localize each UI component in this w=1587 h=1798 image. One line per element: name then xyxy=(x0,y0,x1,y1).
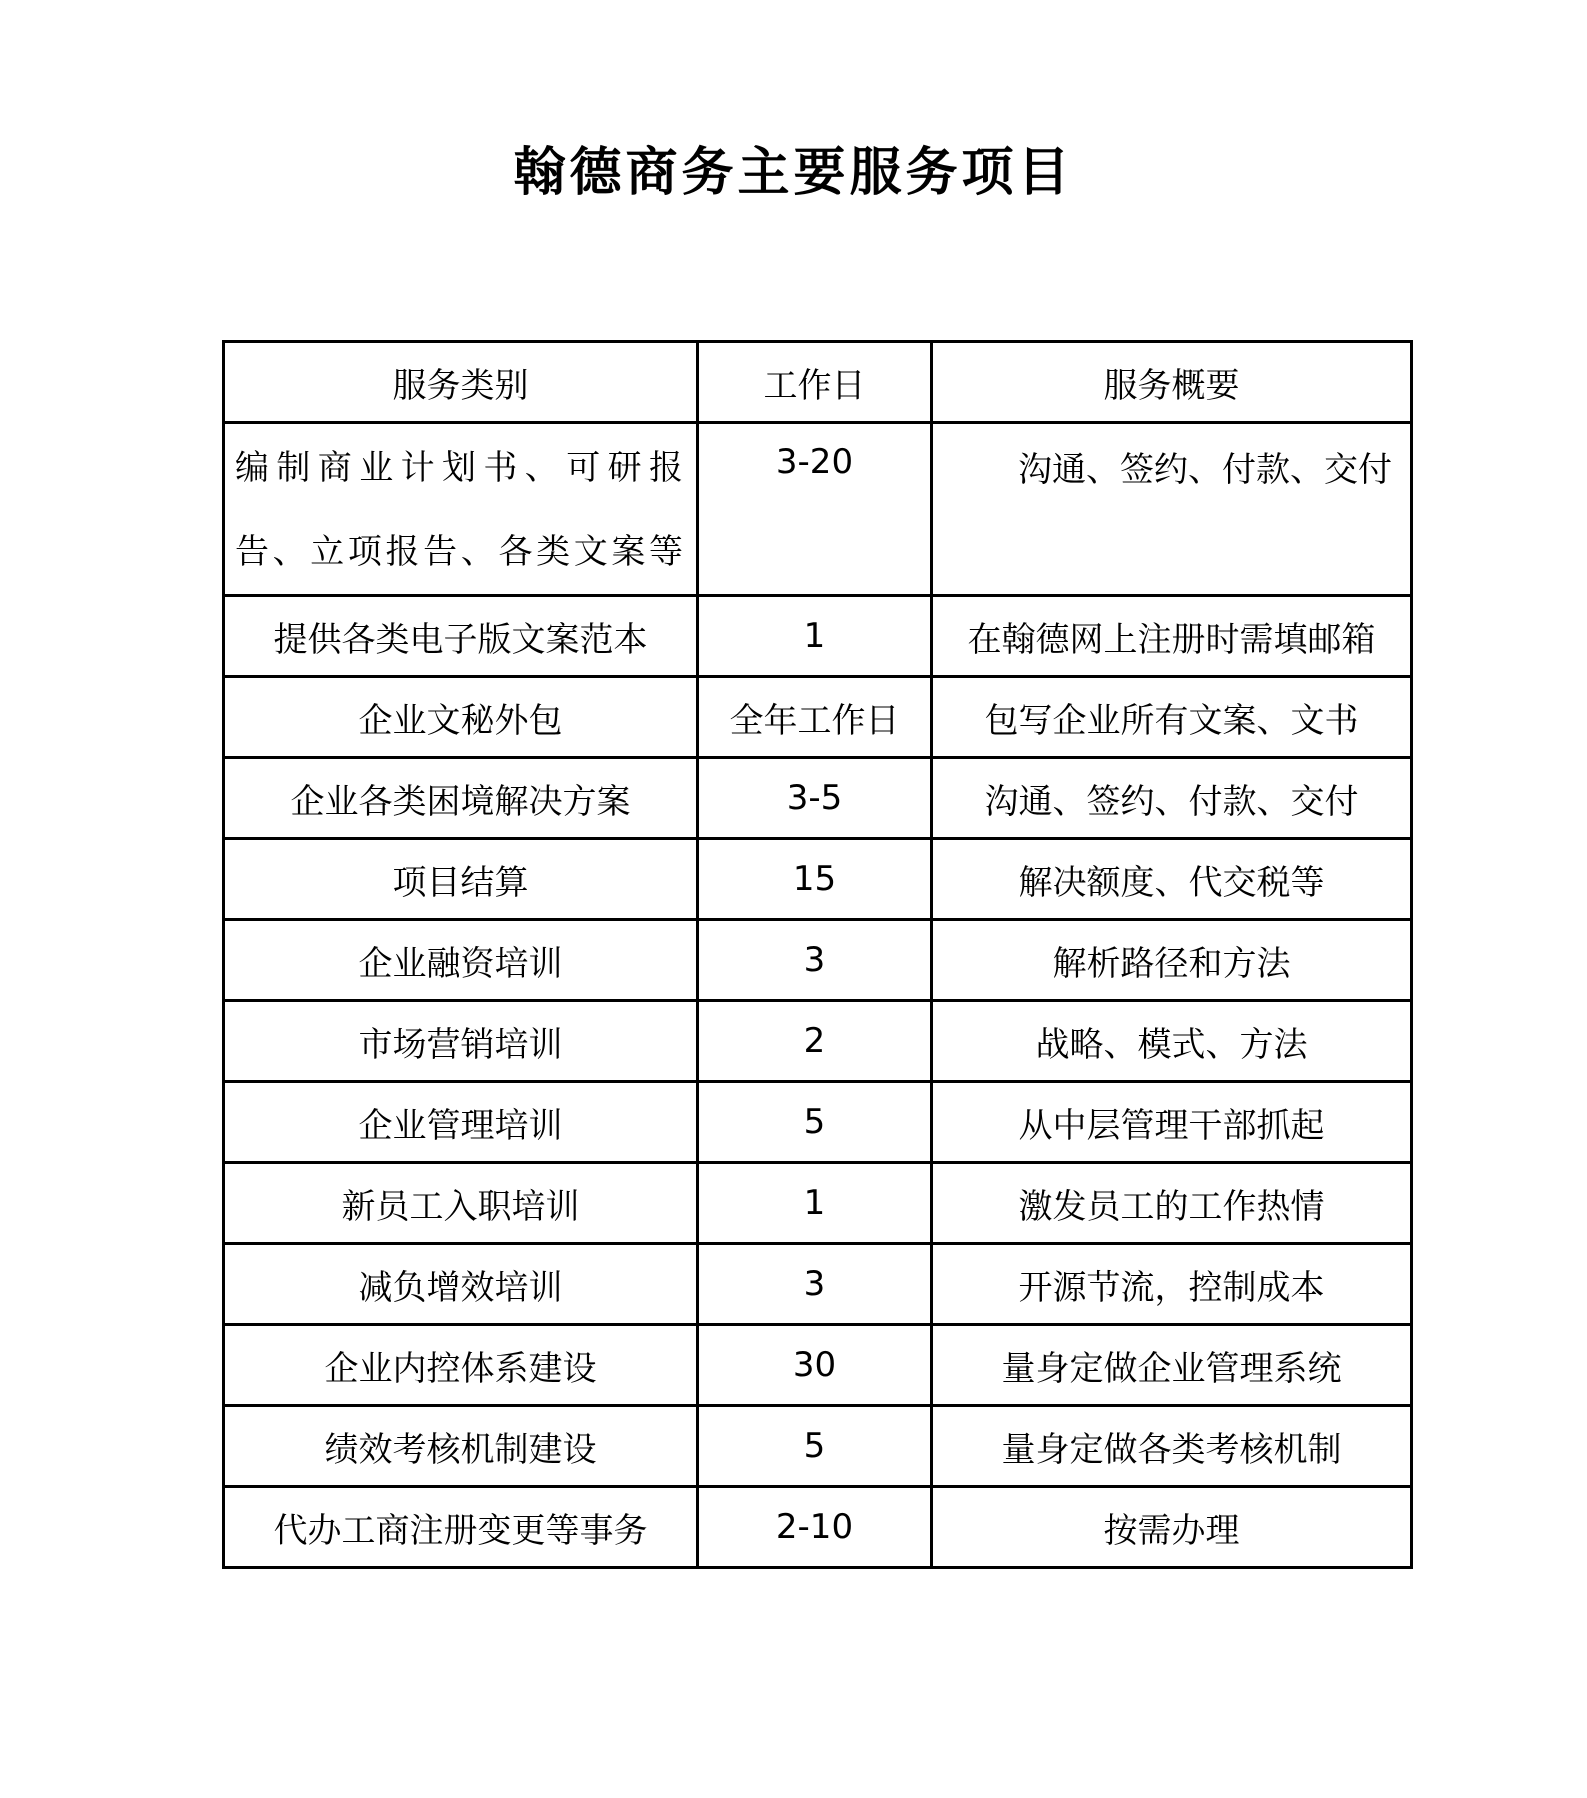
table-row xyxy=(224,677,1412,758)
row-workdays: 1 xyxy=(698,596,932,677)
row-workdays: 30 xyxy=(698,1325,932,1406)
row-category: 编制商业计划书、可研报告、立项报告、各类文案等 xyxy=(224,423,698,596)
table-row xyxy=(224,1244,1412,1325)
header-workdays: 工作日 xyxy=(698,342,932,423)
table-row xyxy=(224,1487,1412,1568)
table-row xyxy=(224,1406,1412,1487)
row-category: 企业各类困境解决方案 xyxy=(224,758,698,839)
table-row xyxy=(224,596,1412,677)
row-summary: 战略、模式、方法 xyxy=(932,1001,1412,1082)
row-category: 提供各类电子版文案范本 xyxy=(224,596,698,677)
header-summary: 服务概要 xyxy=(932,342,1412,423)
row-summary: 沟通、签约、付款、交付 xyxy=(932,758,1412,839)
row-workdays: 2-10 xyxy=(698,1487,932,1568)
row-summary: 解决额度、代交税等 xyxy=(932,839,1412,920)
table-header-row xyxy=(224,342,1412,423)
row-workdays: 3-20 xyxy=(698,423,932,596)
table-row xyxy=(224,1001,1412,1082)
row-category: 绩效考核机制建设 xyxy=(224,1406,698,1487)
row-workdays: 3 xyxy=(698,1244,932,1325)
document-title: 翰德商务主要服务项目 xyxy=(513,143,1074,203)
table-row xyxy=(224,920,1412,1001)
row-summary: 量身定做企业管理系统 xyxy=(932,1325,1412,1406)
row-category: 新员工入职培训 xyxy=(224,1163,698,1244)
row-workdays: 全年工作日 xyxy=(698,677,932,758)
table-row xyxy=(224,1163,1412,1244)
row-category: 项目结算 xyxy=(224,839,698,920)
row-summary: 开源节流，控制成本 xyxy=(932,1244,1412,1325)
table-row xyxy=(224,423,1412,596)
row-category: 减负增效培训 xyxy=(224,1244,698,1325)
row-workdays: 3 xyxy=(698,920,932,1001)
row-summary: 包写企业所有文案、文书 xyxy=(932,677,1412,758)
row-category: 企业内控体系建设 xyxy=(224,1325,698,1406)
table-row xyxy=(224,839,1412,920)
table-row xyxy=(224,1082,1412,1163)
row-workdays: 5 xyxy=(698,1406,932,1487)
row-summary: 从中层管理干部抓起 xyxy=(932,1082,1412,1163)
row-workdays: 2 xyxy=(698,1001,932,1082)
row-category: 企业管理培训 xyxy=(224,1082,698,1163)
row-workdays: 3-5 xyxy=(698,758,932,839)
row-summary: 量身定做各类考核机制 xyxy=(932,1406,1412,1487)
row-category: 代办工商注册变更等事务 xyxy=(224,1487,698,1568)
row-workdays: 1 xyxy=(698,1163,932,1244)
header-category: 服务类别 xyxy=(224,342,698,423)
table-row xyxy=(224,758,1412,839)
row-category: 市场营销培训 xyxy=(224,1001,698,1082)
row-summary: 沟通、签约、付款、交付 xyxy=(932,423,1412,596)
row-workdays: 15 xyxy=(698,839,932,920)
row-category: 企业文秘外包 xyxy=(224,677,698,758)
row-summary: 按需办理 xyxy=(932,1487,1412,1568)
row-category: 企业融资培训 xyxy=(224,920,698,1001)
row-summary: 在翰德网上注册时需填邮箱 xyxy=(932,596,1412,677)
services-table xyxy=(222,340,1413,1569)
row-summary: 解析路径和方法 xyxy=(932,920,1412,1001)
row-summary: 激发员工的工作热情 xyxy=(932,1163,1412,1244)
table-row xyxy=(224,1325,1412,1406)
row-workdays: 5 xyxy=(698,1082,932,1163)
